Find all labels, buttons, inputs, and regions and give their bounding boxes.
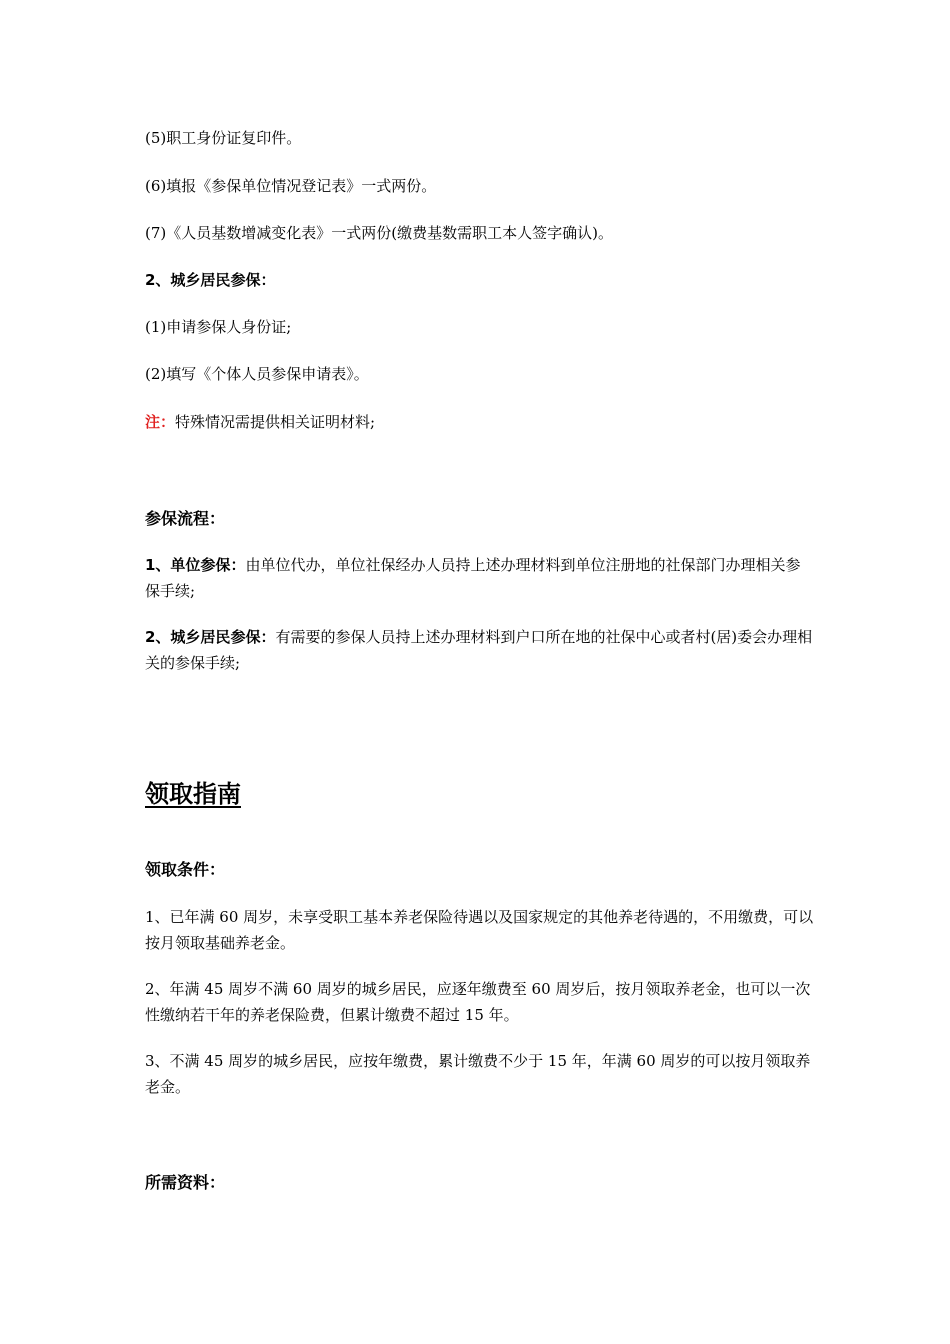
process-resident-paragraph (145, 624, 815, 676)
note-label: 注： (145, 413, 176, 431)
guide-title: 领取指南 (145, 780, 241, 808)
resident-material-item-1: (1)申请参保人身份证; (145, 318, 292, 336)
condition-2: 2、年满 45 周岁不满 60 周岁的城乡居民，应逐年缴费至 60 周岁后，按月领取养老金，也可以一次性缴纳若干年的养老保险费，但累计缴费不超过 15 年。 (145, 980, 811, 1024)
process-resident-text: 有需要的参保人员持上述办理材料到户口所在地的社保中心或者村(居)委会办理相关的参保手续; (145, 628, 813, 672)
condition-3: 3、不满 45 周岁的城乡居民，应按年缴费，累计缴费不少于 15 年，年满 60 周岁的可以按月领取养老金。 (145, 1052, 811, 1096)
unit-material-item-5: (5)职工身份证复印件。 (145, 129, 302, 147)
process-unit-text: 由单位代办，单位社保经办人员持上述办理材料到单位注册地的社保部门办理相关参保手续; (145, 556, 801, 600)
process-unit-paragraph (145, 552, 815, 604)
unit-material-item-6: (6)填报《参保单位情况登记表》一式两份。 (145, 177, 437, 195)
note-paragraph (145, 409, 815, 435)
condition-1: 1、已年满 60 周岁，未享受职工基本养老保险待遇以及国家规定的其他养老待遇的，不用缴费，可以按月领取基础养老金。 (145, 908, 814, 952)
required-materials-heading: 所需资料： (145, 1173, 226, 1192)
resident-materials-heading: 2、城乡居民参保： (145, 271, 276, 289)
process-heading: 参保流程： (145, 509, 226, 528)
note-text: 特殊情况需提供相关证明材料; (175, 413, 376, 431)
unit-material-item-7: (7)《人员基数增减变化表》一式两份(缴费基数需职工本人签字确认)。 (145, 224, 613, 242)
resident-material-item-2: (2)填写《个体人员参保申请表》。 (145, 365, 369, 383)
process-unit-label: 1、单位参保： (145, 556, 246, 574)
conditions-heading: 领取条件： (145, 860, 226, 879)
process-resident-label: 2、城乡居民参保： (145, 628, 276, 646)
